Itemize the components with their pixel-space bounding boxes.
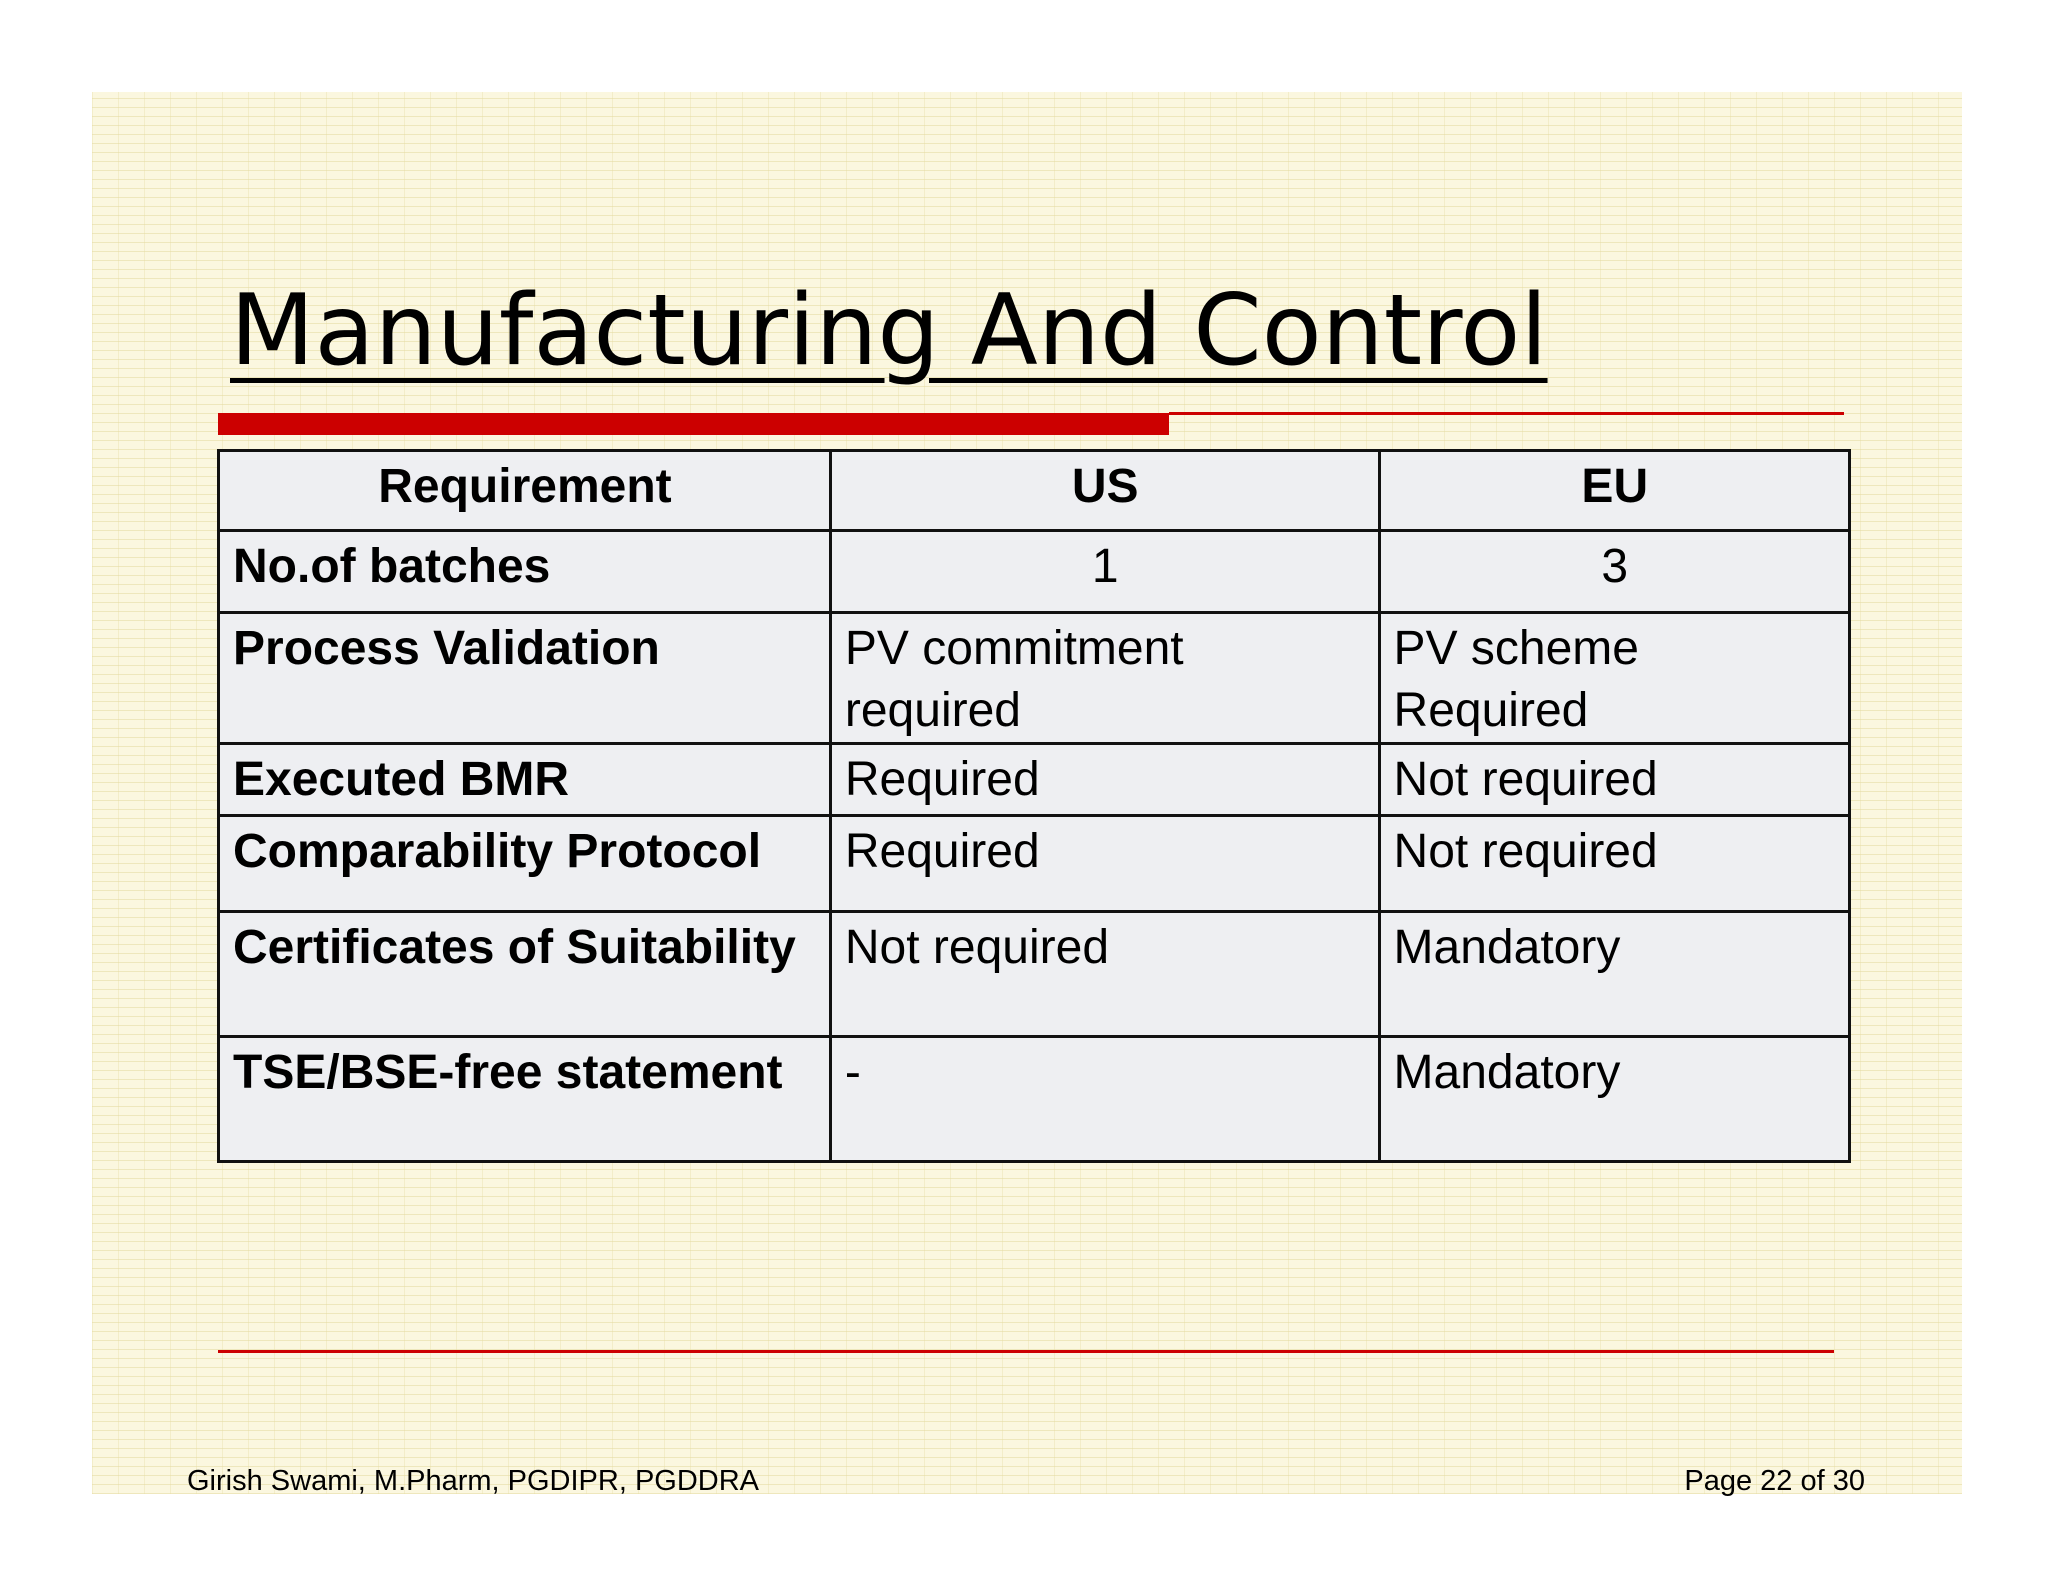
- us-cell: PV commitment required: [830, 613, 1379, 744]
- footer-divider-line: [218, 1350, 1834, 1353]
- eu-cell: PV scheme Required: [1379, 613, 1849, 744]
- requirement-cell: TSE/BSE-free statement: [219, 1037, 831, 1162]
- eu-cell: Mandatory: [1379, 912, 1849, 1037]
- table-row: [219, 613, 1850, 744]
- comparison-table: [217, 449, 1851, 1163]
- table-header-row: [219, 451, 1850, 531]
- eu-cell: Mandatory: [1379, 1037, 1849, 1162]
- title-divider-line: [1169, 412, 1844, 415]
- eu-cell: Not required: [1379, 744, 1849, 816]
- eu-cell: Not required: [1379, 816, 1849, 912]
- table-row: [219, 744, 1850, 816]
- requirement-cell: Certificates of Suitability: [219, 912, 831, 1037]
- table-row: [219, 912, 1850, 1037]
- us-cell: -: [830, 1037, 1379, 1162]
- header-eu: EU: [1379, 451, 1849, 531]
- page-number: Page 22 of 30: [1684, 1465, 1865, 1497]
- header-us: US: [830, 451, 1379, 531]
- requirement-cell: Comparability Protocol: [219, 816, 831, 912]
- footer-author: Girish Swami, M.Pharm, PGDIPR, PGDDRA: [187, 1465, 760, 1497]
- us-cell: Required: [830, 816, 1379, 912]
- title-underline-bar: [218, 413, 1169, 435]
- us-cell: Required: [830, 744, 1379, 816]
- requirement-cell: Executed BMR: [219, 744, 831, 816]
- table-row: [219, 531, 1850, 613]
- header-requirement: Requirement: [219, 451, 831, 531]
- eu-cell: 3: [1379, 531, 1849, 613]
- us-cell: Not required: [830, 912, 1379, 1037]
- table-row: [219, 1037, 1850, 1162]
- table-row: [219, 816, 1850, 912]
- slide-title: Manufacturing And Control: [230, 274, 1548, 388]
- requirement-cell: Process Validation: [219, 613, 831, 744]
- requirement-cell: No.of batches: [219, 531, 831, 613]
- us-cell: 1: [830, 531, 1379, 613]
